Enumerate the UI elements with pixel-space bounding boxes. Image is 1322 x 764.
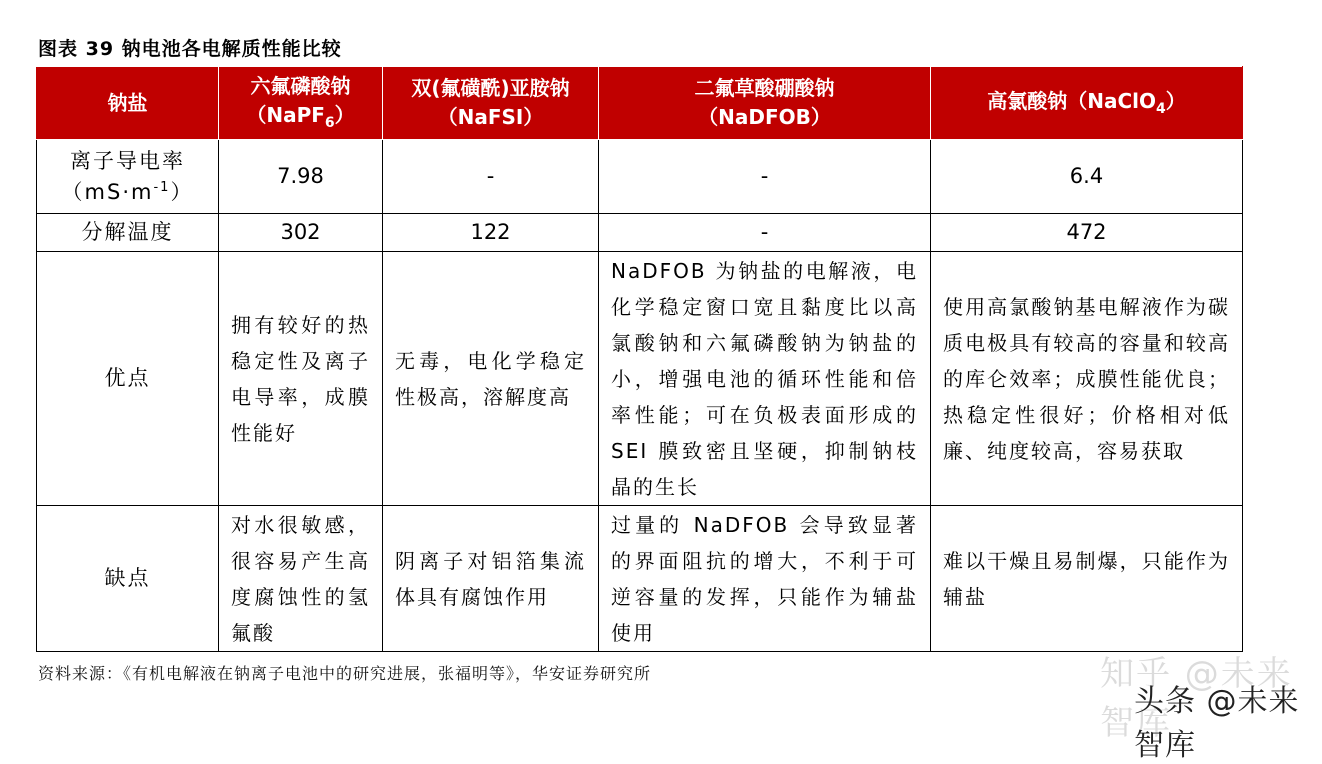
header-naclo4: 高氯酸钠（NaClO$_4$） (931, 67, 1243, 140)
table-header-row (37, 67, 1243, 140)
header-nafsi-formula: （NaFSI） (437, 105, 544, 129)
cell-advantages-nafsi: 无毒，电化学稳定性极高，溶解度高 (383, 252, 599, 506)
header-nafsi-name: 双(氟磺酰)亚胺钠 (411, 76, 570, 100)
cell-disadvantages-nafsi: 阴离子对铝箔集流体具有腐蚀作用 (383, 506, 599, 652)
cell-conductivity-napf6: 7.98 (219, 140, 383, 214)
header-sodium-salt: 钠盐 (37, 67, 219, 140)
cell-decomposition-nafsi: 122 (383, 214, 599, 252)
figure-title: 图表 39 钠电池各电解质性能比较 (38, 38, 342, 60)
watermark-toutiao: 头条 @未来智库 (1134, 684, 1300, 763)
row-label-conductivity: 离子导电率 $(mS\cdot m^{-1})$ (37, 140, 219, 214)
table-row-disadvantages (37, 506, 1243, 652)
row-label-disadvantages: 缺点 (37, 506, 219, 652)
cell-advantages-naclo4: 使用高氯酸钠基电解液作为碳质电极具有较高的容量和较高的库仑效率；成膜性能优良；热稳定性很好；价格相对低廉、纯度较高，容易获取 (931, 252, 1243, 506)
header-nadfob (599, 67, 931, 140)
cell-decomposition-naclo4: 472 (931, 214, 1243, 252)
cell-decomposition-nadfob: - (599, 214, 931, 252)
cell-disadvantages-napf6: 对水很敏感，很容易产生高度腐蚀性的氢氟酸 (219, 506, 383, 652)
header-napf6-formula: （NaPF$_6$） (246, 103, 355, 132)
watermark-zhihu: 知乎 @未来智库 (1100, 654, 1293, 743)
table-row-decomposition (37, 214, 1243, 252)
cell-advantages-nadfob: NaDFOB 为钠盐的电解液，电化学稳定窗口宽且黏度比以高氯酸钠和六氟磷酸钠为钠盐的小，增强电池的循环性能和倍率性能；可在负极表面形成的 SEI 膜致密且坚硬，抑制钠枝晶的生长 (599, 252, 931, 506)
header-nafsi (383, 67, 599, 140)
row-label-decomposition: 分解温度 (37, 214, 219, 252)
header-napf6-name: 六氟磷酸钠 (250, 74, 351, 99)
cell-advantages-napf6: 拥有较好的热稳定性及离子电导率，成膜性能好 (219, 252, 383, 506)
cell-conductivity-naclo4: 6.4 (931, 140, 1243, 214)
header-napf6 (219, 67, 383, 140)
electrolyte-comparison-table (36, 66, 1243, 652)
header-nadfob-formula: （NaDFOB） (698, 105, 831, 129)
cell-disadvantages-nadfob: 过量的 NaDFOB 会导致显著的界面阻抗的增大，不利于可逆容量的发挥，只能作为辅盐使用 (599, 506, 931, 652)
cell-conductivity-nafsi: - (383, 140, 599, 214)
cell-conductivity-nadfob: - (599, 140, 931, 214)
cell-decomposition-napf6: 302 (219, 214, 383, 252)
table-row-advantages (37, 252, 1243, 506)
source-note: 资料来源：《有机电解液在钠离子电池中的研究进展，张福明等》，华安证券研究所 (38, 664, 652, 683)
table-row-conductivity (37, 140, 1243, 214)
header-nadfob-name: 二氟草酸硼酸钠 (694, 76, 835, 100)
row-label-advantages: 优点 (37, 252, 219, 506)
cell-disadvantages-naclo4: 难以干燥且易制爆，只能作为辅盐 (931, 506, 1243, 652)
